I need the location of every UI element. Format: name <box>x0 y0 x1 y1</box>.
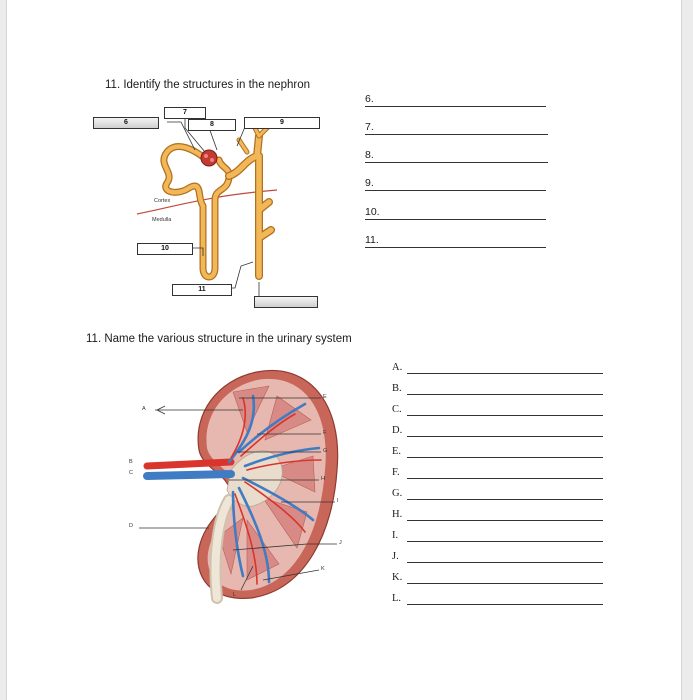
nephron-box-10[interactable]: 10 <box>137 243 193 255</box>
urinary-blank-G[interactable] <box>407 499 603 500</box>
urinary-blank-F[interactable] <box>407 478 603 479</box>
cortex-tag: Cortex <box>154 198 171 204</box>
urinary-answer-K: K. <box>392 572 403 583</box>
urinary-answer-H: H. <box>392 509 403 520</box>
nephron-answer-10[interactable]: 10. <box>365 206 546 220</box>
kidney-label-F: F <box>323 430 327 436</box>
nephron-box-9[interactable]: 9 <box>244 117 320 129</box>
kidney-label-E: E <box>323 394 327 400</box>
kidney-label-I: I <box>337 498 339 504</box>
nephron-answer-9[interactable]: 9. <box>365 177 546 191</box>
urinary-answer-E: E. <box>392 446 402 457</box>
kidney-label-A: A <box>142 406 146 412</box>
urinary-blank-B[interactable] <box>407 394 603 395</box>
urinary-answer-F: F. <box>392 467 400 478</box>
nephron-answer-6[interactable]: 6. <box>365 93 546 107</box>
medulla-tag: Medulla <box>152 217 172 223</box>
nephron-box-7[interactable]: 7 <box>164 107 206 119</box>
urinary-blank-K[interactable] <box>407 583 603 584</box>
urinary-answer-B: B. <box>392 383 402 394</box>
nephron-box-6[interactable]: 6 <box>93 117 159 129</box>
kidney-diagram <box>7 0 681 700</box>
urinary-blank-A[interactable] <box>407 373 603 374</box>
urinary-blank-I[interactable] <box>407 541 603 542</box>
urinary-blank-E[interactable] <box>407 457 603 458</box>
nephron-answer-8[interactable]: 8. <box>365 149 548 163</box>
nephron-box-11[interactable]: 11 <box>172 284 232 296</box>
urinary-blank-J[interactable] <box>407 562 603 563</box>
urinary-answer-L: L. <box>392 593 402 604</box>
urinary-blank-L[interactable] <box>407 604 603 605</box>
urinary-answer-C: C. <box>392 404 402 415</box>
kidney-label-C: C <box>129 470 133 476</box>
urinary-answer-J: J. <box>392 551 399 562</box>
kidney-label-K: K <box>321 566 325 572</box>
kidney-label-L: L <box>233 592 237 598</box>
nephron-answer-11[interactable]: 11. <box>365 234 546 248</box>
urinary-answer-D: D. <box>392 425 403 436</box>
urinary-answer-G: G. <box>392 488 403 499</box>
urinary-blank-C[interactable] <box>407 415 603 416</box>
urinary-answer-I: I. <box>392 530 399 541</box>
urinary-answer-A: A. <box>392 362 403 373</box>
nephron-answer-7[interactable]: 7. <box>365 121 548 135</box>
kidney-label-B: B <box>129 459 133 465</box>
nephron-box-8[interactable]: 8 <box>188 119 236 131</box>
worksheet-page <box>7 0 681 700</box>
kidney-label-J: J <box>339 540 342 546</box>
urinary-heading: 11. Name the various structure in the urinary system <box>86 333 352 345</box>
kidney-label-H: H <box>321 476 325 482</box>
kidney-label-D: D <box>129 523 133 529</box>
kidney-label-G: G <box>323 448 328 454</box>
urinary-blank-D[interactable] <box>407 436 603 437</box>
urinary-blank-H[interactable] <box>407 520 603 521</box>
nephron-heading: 11. Identify the structures in the nephron <box>105 79 310 91</box>
